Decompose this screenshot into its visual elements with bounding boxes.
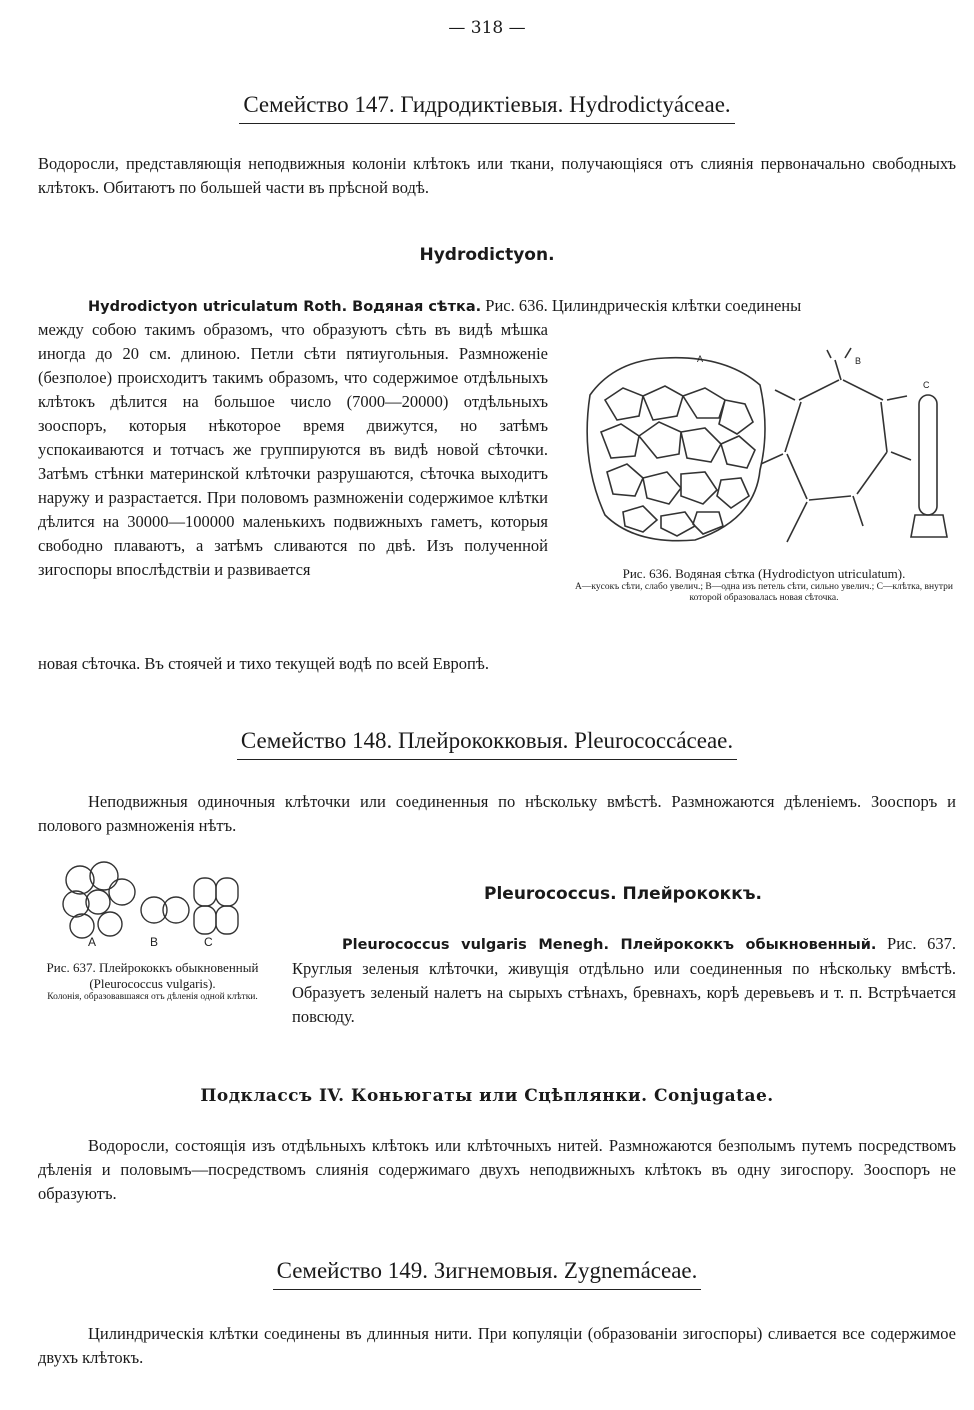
figure-636-caption	[568, 566, 960, 604]
hydrodictyon-description: между собою такимъ образомъ, что образуютъ сѣть въ видѣ мѣшка иногда до 20 см. длиною. Петли сѣти пятиугольныя. Размноженіе (безполое) происходитъ такимъ образомъ, что содержимое отдѣльныхъ клѣтокъ дѣлится на большое число (7000—20000) отдѣльныхъ зооспоръ, которыя нѣкоторое время движутся, но затѣмъ успокаиваются и тотчасъ же группируются въ видѣ новой сѣточки. Затѣмъ стѣнки материнской клѣточки разрушаются, сѣточка выходитъ наружу и разрастается. При половомъ размноженіи содержимое клѣтки дѣлится на 30000—100000 маленькихъ подвижныхъ гаметъ, которыя свободно плаваютъ, а затѣмъ сливаются по двѣ. Изъ полученной зигоспоры впослѣдствіи и развивается	[38, 320, 548, 579]
figure-637-caption-title: Рис. 637. Плейрококкъ обыкновенный (Pleurococcus vulgaris).	[46, 960, 259, 991]
hydrodictyon-description-end: новая сѣточка. Въ стоячей и тихо текущей водѣ по всей Европѣ.	[38, 654, 489, 673]
figure-637-label-b: B	[150, 935, 159, 948]
family-148-heading: Семейство 148. Плейрококковыя. Pleurococcáceae.	[0, 728, 974, 760]
family-147-intro: Водоросли, представляющія неподвижныя колоніи клѣтокъ или ткани, получающіяся отъ слиянія первоначально свободныхъ клѣтокъ. Обитаютъ по большей части въ прѣсной водѣ.	[38, 154, 956, 197]
cell-colony	[63, 862, 238, 938]
pleurococcus-species-name: Pleurococcus vulgaris Menegh. Плейрококкъ обыкновенный.	[342, 937, 877, 953]
figure-636-caption-note: A—кусокъ сѣти, слабо увелич.; B—одна изъ петель сѣти, сильно увелич.; C—клѣтка, внутри которой образовалась новая сѣточка.	[575, 582, 953, 603]
figure-label-c: C	[923, 380, 930, 390]
net-mesh-enlarged	[761, 348, 947, 542]
subclass-iv-intro: Водоросли, состоящія изъ отдѣльныхъ клѣтокъ или клѣточныхъ нитей. Размножаются безполымъ путемъ посредствомъ дѣленія и половымъ—посредствомъ слиянія содержимаго двухъ неподвижныхъ клѣтокъ въ одну зигоспору. Зооспоръ не образуютъ.	[38, 1136, 956, 1203]
figure-637	[52, 858, 267, 948]
figure-637-label-c: C	[204, 935, 213, 948]
species-name: Hydrodictyon utriculatum Roth. Водяная сѣтка.	[88, 299, 482, 315]
pleurococcus-illustration	[52, 858, 267, 948]
pleurococcus-description	[292, 932, 956, 1029]
figure-636	[575, 340, 960, 565]
pleurococcus-species-text: Рис. 637. Круглыя зеленыя клѣточки, живущія отдѣльно или соединенныя по нѣскольку вмѣстѣ. Образуетъ зеленый налетъ на сырыхъ стѣнахъ, бревнахъ, корѣ деревьевъ и т. п. Встрѣчается повсюду.	[292, 934, 957, 1026]
family-148-intro: Неподвижныя одиночныя клѣточки или соединенныя по нѣскольку вмѣстѣ. Размножаются дѣленіемъ. Зооспоръ и полового размноженія нѣтъ.	[38, 792, 956, 835]
hydrodictyon-species-lead	[38, 294, 956, 319]
genus-hydrodictyon-heading: Hydrodictyon.	[419, 245, 555, 265]
family-149-heading: Семейство 149. Зигнемовыя. Zygnemáceae.	[0, 1258, 974, 1290]
family-147-heading: Семейство 147. Гидродиктіевыя. Hydrodictyáceae.	[0, 92, 974, 124]
cell-with-new-net	[919, 395, 937, 515]
family-149-intro: Цилиндрическія клѣтки соединены въ длинныя нити. При копуляціи (образованіи зигоспоры) сливается все содержимое двухъ клѣтокъ.	[38, 1324, 956, 1367]
net-fragment	[587, 358, 765, 541]
page-number: — 318 —	[448, 18, 526, 38]
figure-label-a: A	[697, 354, 704, 364]
figure-636-caption-title: Рис. 636. Водяная сѣтка (Hydrodictyon utriculatum).	[622, 566, 906, 581]
figure-label-b: B	[855, 356, 862, 366]
figure-637-caption-note: Колонія, образовавшаяся отъ дѣленія одной клѣтки.	[47, 992, 258, 1002]
species-text-start: Рис. 636. Цилиндрическія клѣтки соединены	[485, 296, 802, 315]
subclass-iv-heading: Подклассъ IV. Коньюгаты или Сцѣплянки. Conjugatae.	[200, 1086, 774, 1106]
water-net-illustration	[575, 340, 960, 565]
figure-637-caption	[30, 960, 275, 1003]
genus-pleurococcus-heading: Pleurococcus. Плейрококкъ.	[484, 884, 762, 904]
figure-637-label-a: A	[88, 935, 97, 948]
